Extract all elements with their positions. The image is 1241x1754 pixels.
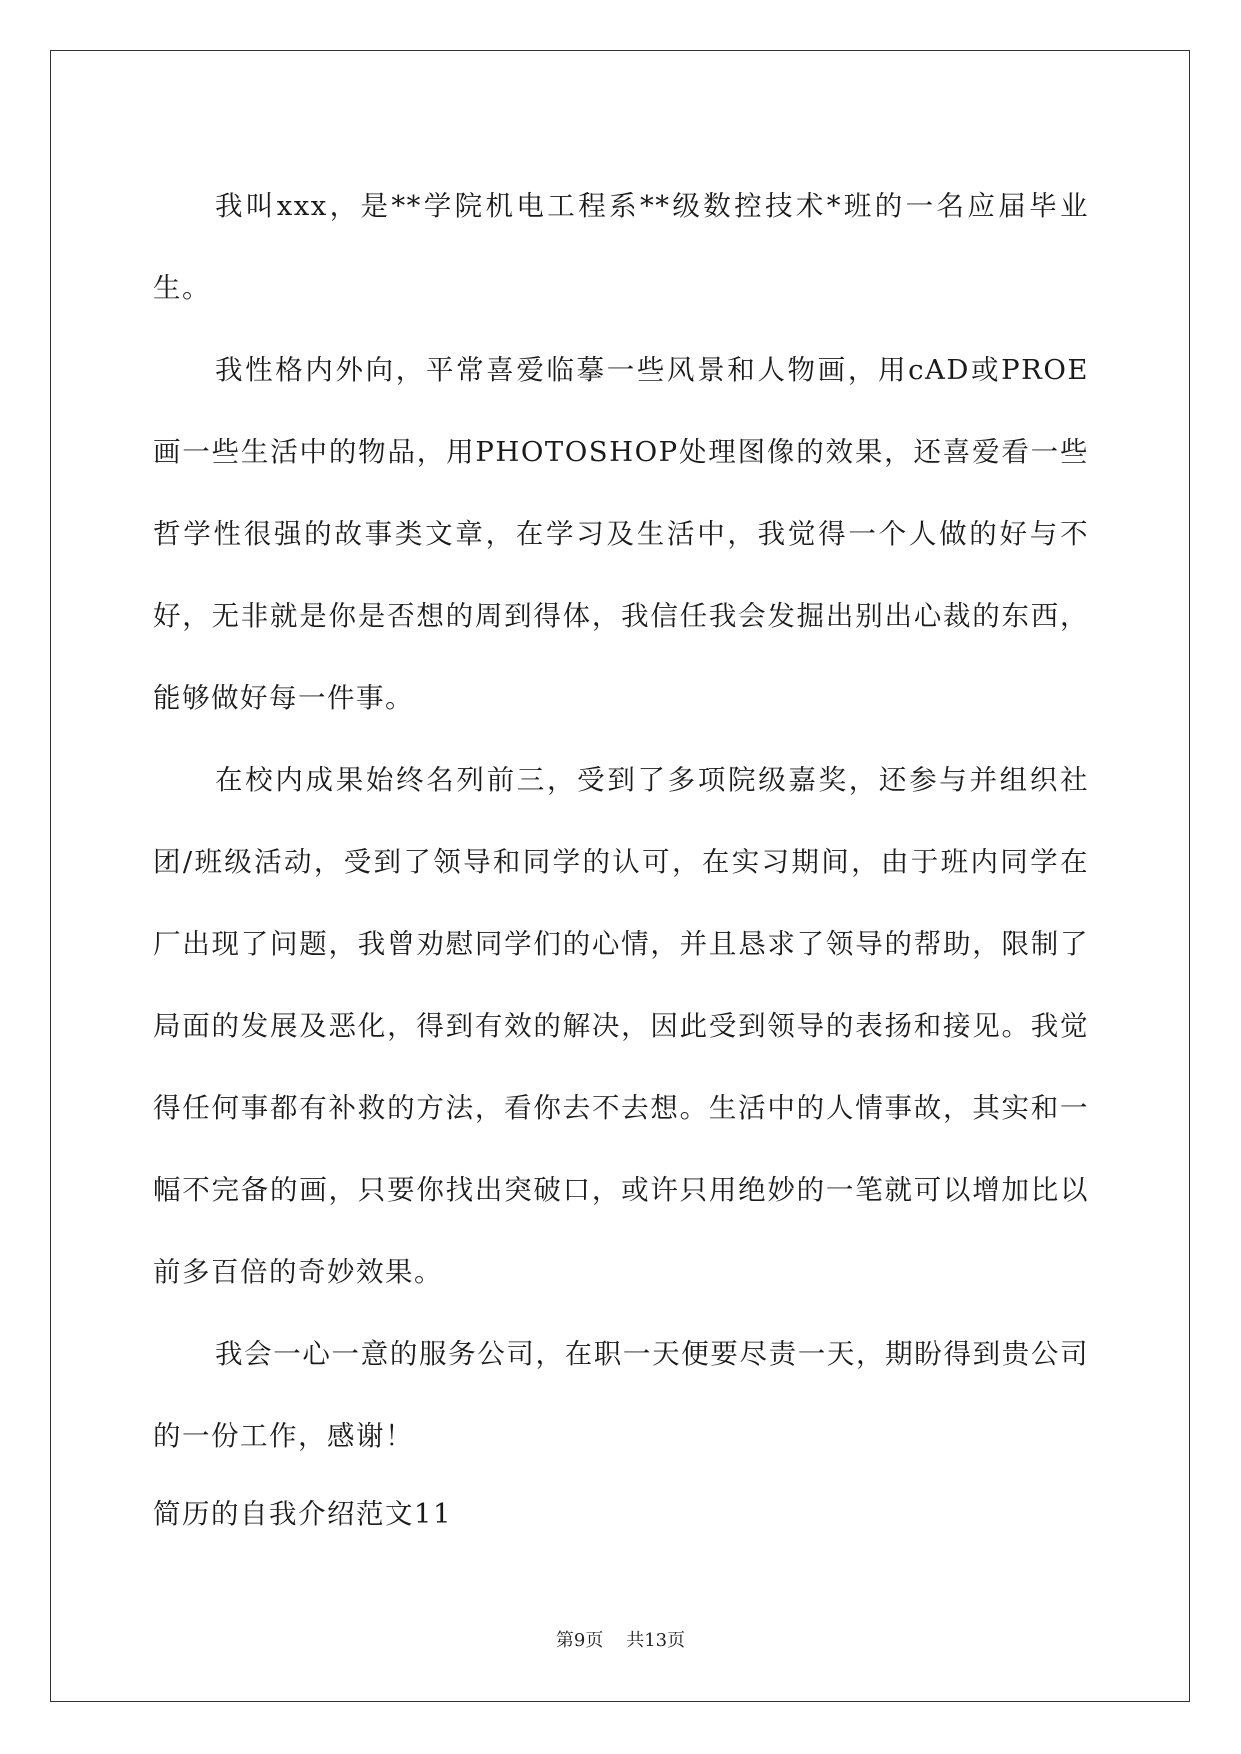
page-total: 共13页 — [626, 1630, 686, 1651]
page-number: 第9页 — [555, 1630, 604, 1651]
paragraph-intro: 我叫xxx，是**学院机电工程系**级数控技术*班的一名应届毕业生。 — [153, 190, 1089, 304]
section-heading: 简历的自我介绍范文11 — [153, 1498, 452, 1530]
paragraph-achievements: 在校内成果始终名列前三，受到了多项院级嘉奖，还参与并组织社团/班级活动，受到了领导和同学的认可，在实习期间，由于班内同学在厂出现了问题，我曾劝慰同学们的心情，并且恳求了领导的帮助，限制了局面的发展及恶化，得到有效的解决，因此受到领导的表扬和接见。我觉得任何事都有补救的方法，看你去不去想。生活中的人情事故，其实和一幅不完备的画，只要你找出突破口，或许只用绝妙的一笔就可以增加比以前多百倍的奇妙效果。 — [153, 764, 1089, 1288]
paragraph-closing: 我会一心一意的服务公司，在职一天便要尽责一天，期盼得到贵公司的一份工作，感谢！ — [153, 1338, 1089, 1452]
page-footer — [0, 1629, 1241, 1653]
document-body — [153, 165, 1089, 1555]
paragraph-personality: 我性格内外向，平常喜爱临摹一些风景和人物画，用cAD或PROE画一些生活中的物品，用PHOTOSHOP处理图像的效果，还喜爱看一些哲学性很强的故事类文章，在学习及生活中，我觉得一个人做的好与不好，无非就是你是否想的周到得体，我信任我会发掘出别出心裁的东西，能够做好每一件事。 — [153, 354, 1089, 714]
